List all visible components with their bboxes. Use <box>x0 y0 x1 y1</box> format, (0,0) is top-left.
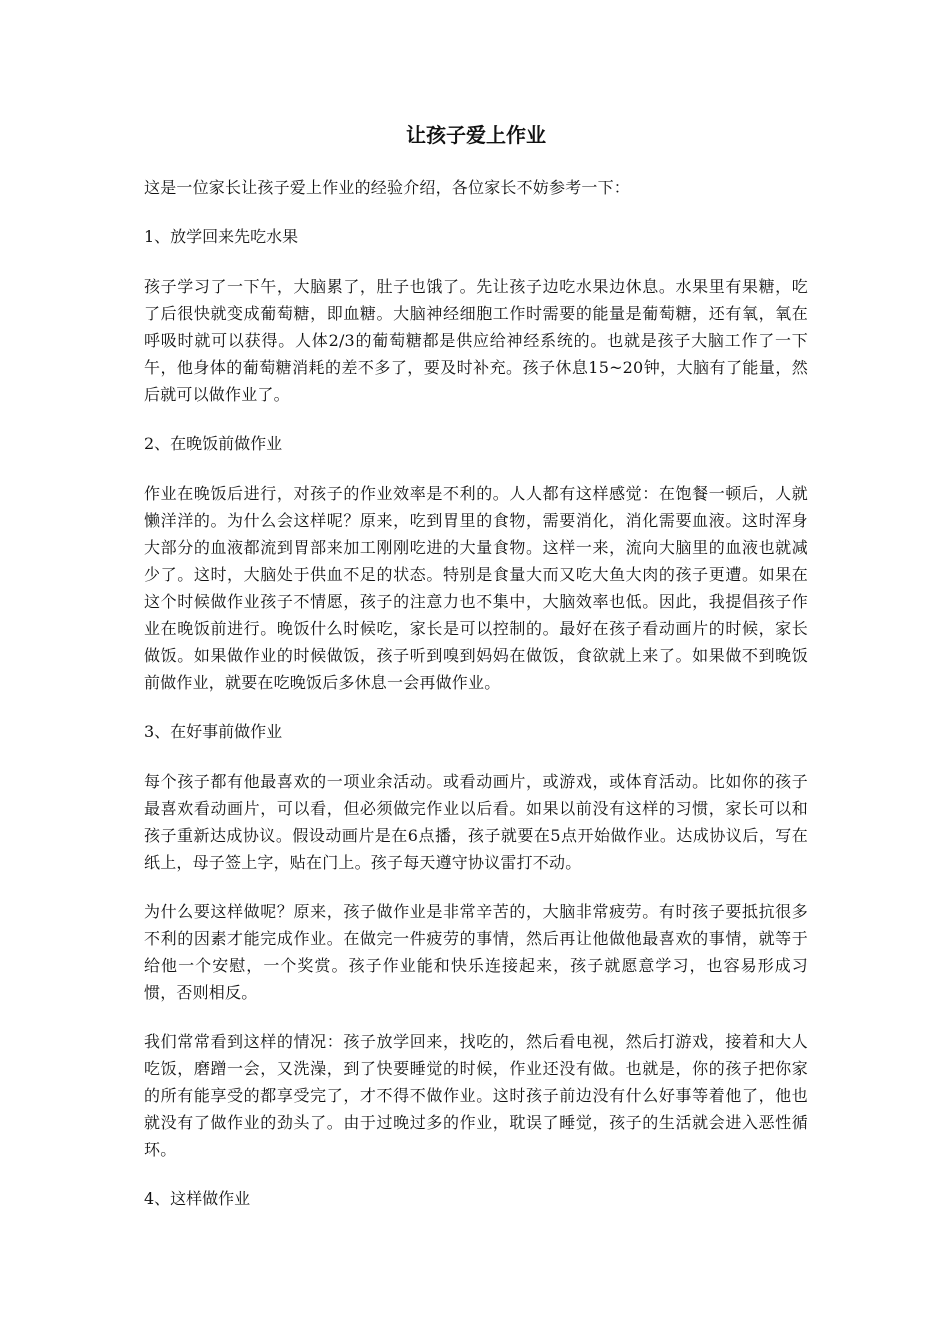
section-4-heading: 4、这样做作业 <box>144 1189 251 1208</box>
section-1-paragraph: 孩子学习了一下午，大脑累了，肚子也饿了。先让孩子边吃水果边休息。水果里有果糖，吃了后很快就变成葡萄糖，即血糖。大脑神经细胞工作时需要的能量是葡萄糖，还有氧，氧在呼吸时就可以获得。人体2/3的葡萄糖都是供应给神经系统的。也就是孩子大脑工作了一下午，他身体的葡萄糖消耗的差不多了，要及时补充。孩子休息15~20钟，大脑有了能量，然后就可以做作业了。 <box>144 277 808 404</box>
section-2-paragraph: 作业在晚饭后进行，对孩子的作业效率是不利的。人人都有这样感觉：在饱餐一顿后，人就懒洋洋的。为什么会这样呢？原来，吃到胃里的食物，需要消化，消化需要血液。这时浑身大部分的血液都流到胃部来加工刚刚吃进的大量食物。这样一来，流向大脑里的血液也就减少了。这时，大脑处于供血不足的状态。特别是食量大而又吃大鱼大肉的孩子更遭。如果在这个时候做作业孩子不情愿，孩子的注意力也不集中，大脑效率也低。因此，我提倡孩子作业在晚饭前进行。晚饭什么时候吃，家长是可以控制的。最好在孩子看动画片的时候，家长做饭。如果做作业的时候做饭，孩子听到嗅到妈妈在做饭，食欲就上来了。如果做不到晚饭前做作业，就要在吃晚饭后多休息一会再做作业。 <box>144 484 808 692</box>
document-title: 让孩子爱上作业 <box>406 123 546 147</box>
section-3-heading: 3、在好事前做作业 <box>144 722 283 741</box>
section-2-heading: 2、在晚饭前做作业 <box>144 434 283 453</box>
section-3-paragraph-2: 为什么要这样做呢？原来，孩子做作业是非常辛苦的，大脑非常疲劳。有时孩子要抵抗很多不利的因素才能完成作业。在做完一件疲劳的事情，然后再让他做他最喜欢的事情，就等于给他一个安慰，一个奖赏。孩子作业能和快乐连接起来，孩子就愿意学习，也容易形成习惯，否则相反。 <box>144 902 808 1002</box>
document-body <box>144 118 808 1235</box>
section-1-heading: 1、放学回来先吃水果 <box>144 227 299 246</box>
section-3-paragraph-3: 我们常常看到这样的情况：孩子放学回来，找吃的，然后看电视，然后打游戏，接着和大人吃饭，磨蹭一会，又洗澡，到了快要睡觉的时候，作业还没有做。也就是，你的孩子把你家的所有能享受的都享受完了，才不得不做作业。这时孩子前边没有什么好事等着他了，他也就没有了做作业的劲头了。由于过晚过多的作业，耽误了睡觉，孩子的生活就会进入恶性循环。 <box>144 1032 808 1159</box>
section-3-paragraph-1: 每个孩子都有他最喜欢的一项业余活动。或看动画片，或游戏，或体育活动。比如你的孩子最喜欢看动画片，可以看，但必须做完作业以后看。如果以前没有这样的习惯，家长可以和孩子重新达成协议。假设动画片是在6点播，孩子就要在5点开始做作业。达成协议后，写在纸上，母子签上字，贴在门上。孩子每天遵守协议雷打不动。 <box>144 772 808 872</box>
intro-paragraph: 这是一位家长让孩子爱上作业的经验介绍，各位家长不妨参考一下： <box>144 178 631 197</box>
